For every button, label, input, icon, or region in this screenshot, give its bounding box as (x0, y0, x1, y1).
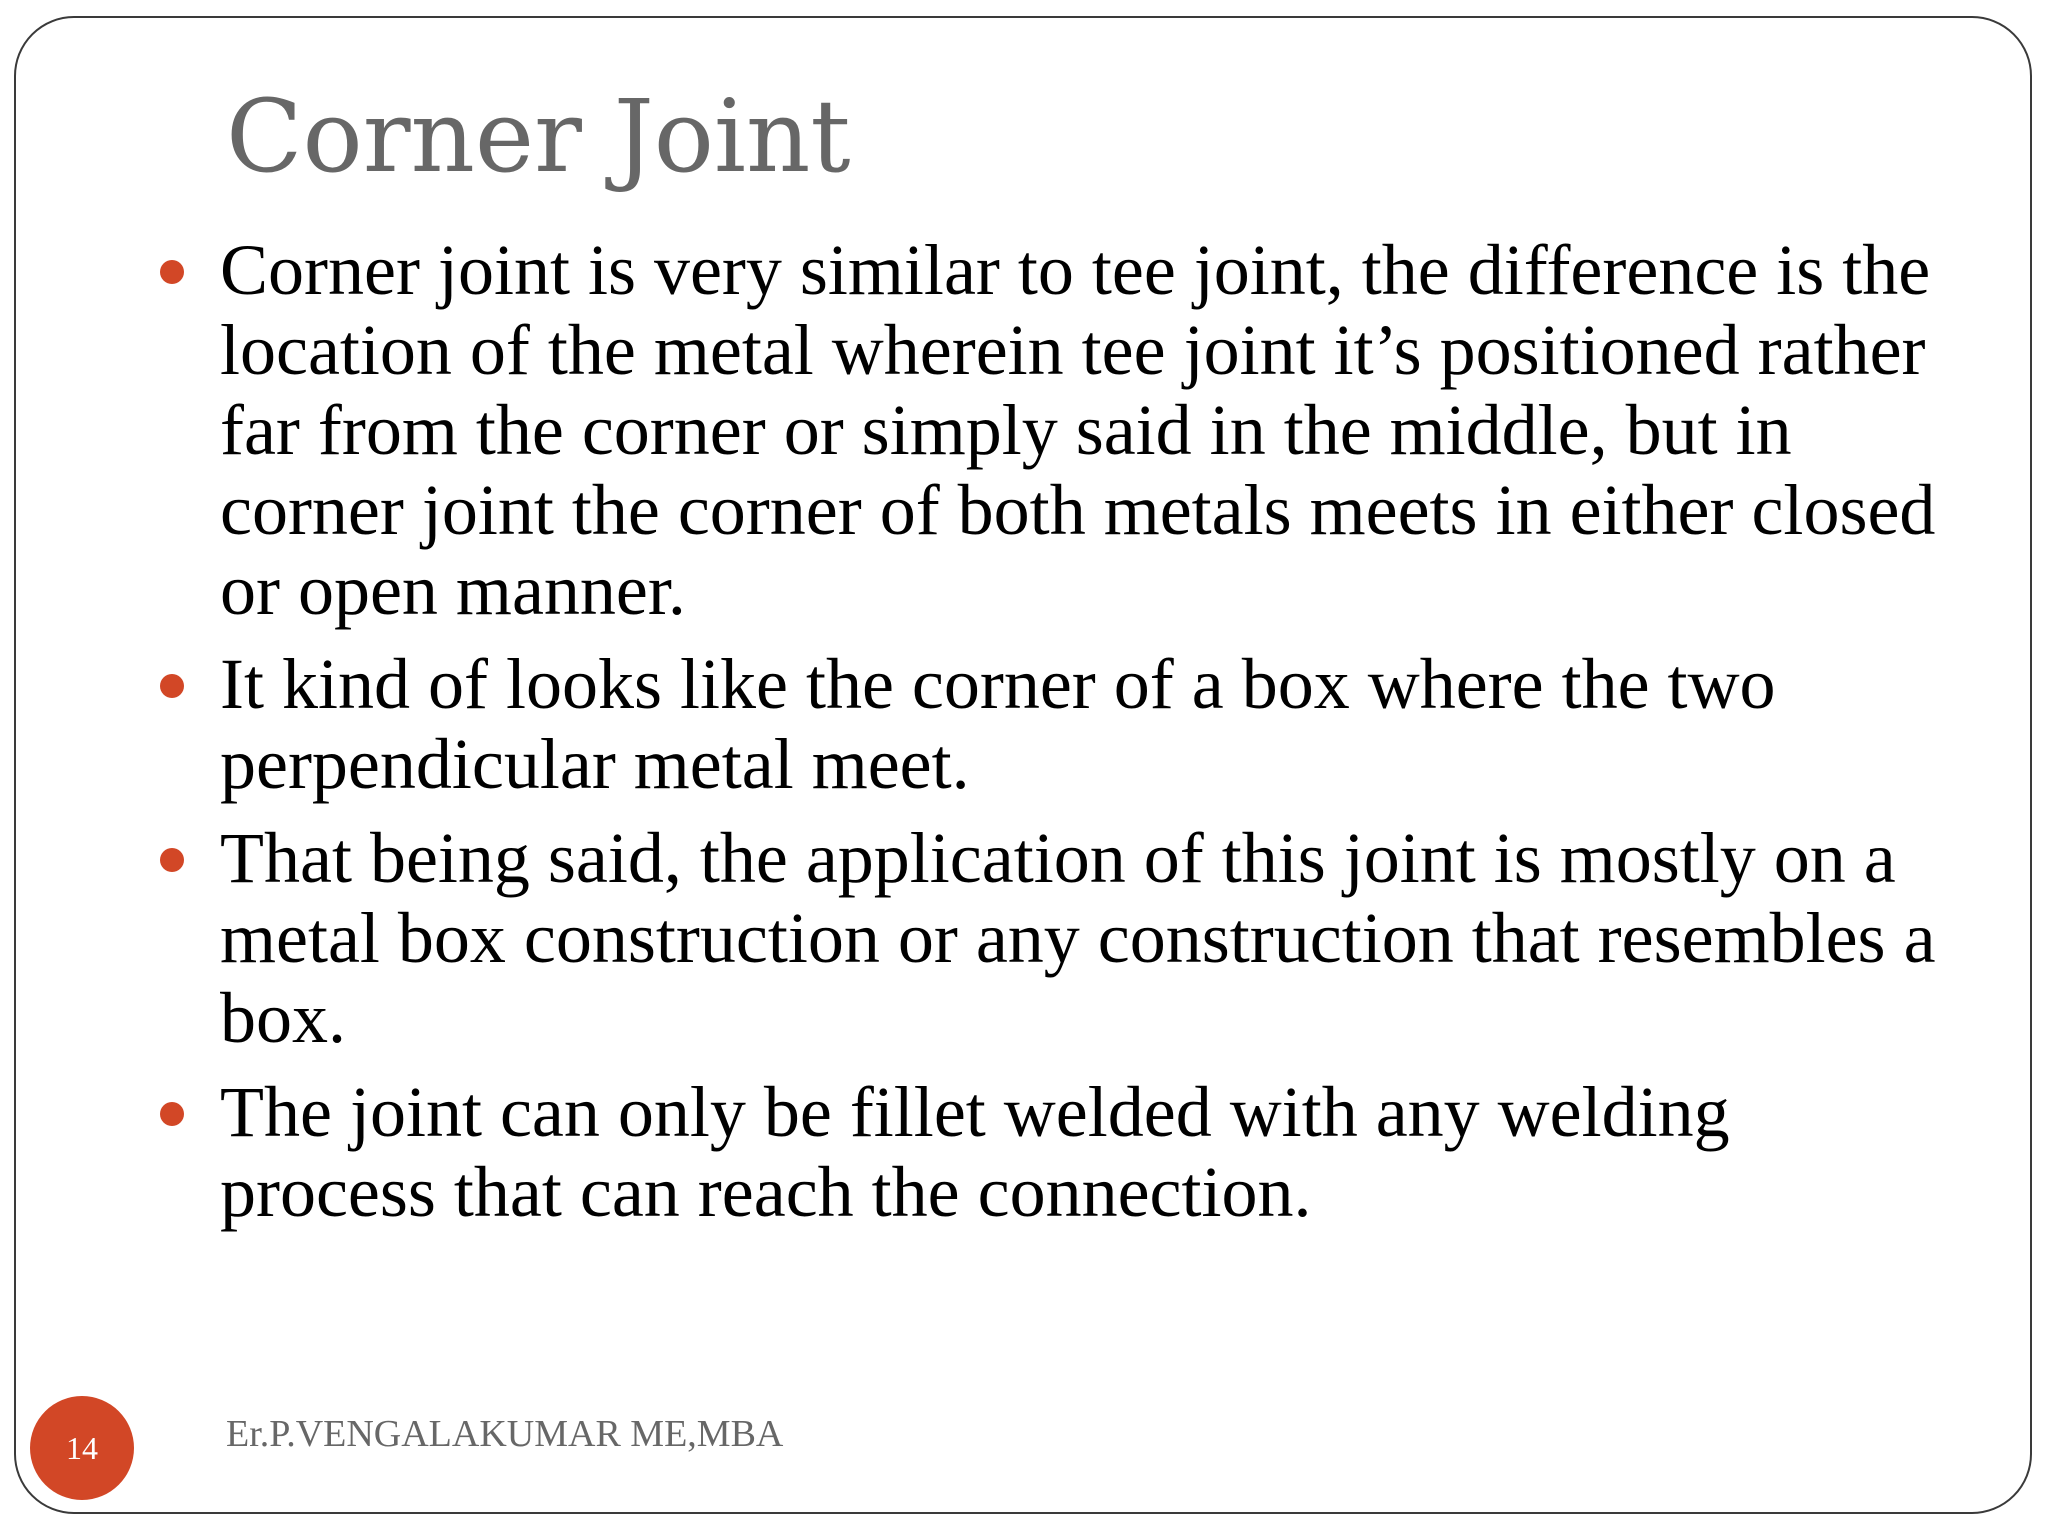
bullet-text: That being said, the application of this joint is mostly on a metal box construction or any construction that resembles a box. (220, 818, 1936, 1058)
bullet-dot-icon (160, 848, 184, 872)
footer-author: Er.P.VENGALAKUMAR ME,MBA (226, 1413, 784, 1455)
slide-title: Corner Joint (226, 78, 851, 195)
bullet-list (158, 230, 1938, 1246)
bullet-text: Corner joint is very similar to tee joint, the difference is the location of the metal wherein tee joint it’s positioned rather far from the corner or simply said in the middle, but in corner joint the corner of both metals meets in either closed or open manner. (220, 230, 1936, 630)
bullet-item (158, 818, 1938, 1058)
bullet-dot-icon (160, 260, 184, 284)
bullet-text: It kind of looks like the corner of a box where the two perpendicular metal meet. (220, 644, 1776, 804)
bullet-item (158, 1072, 1938, 1232)
bullet-item (158, 230, 1938, 630)
bullet-text: The joint can only be fillet welded with any welding process that can reach the connection. (220, 1072, 1730, 1232)
bullet-item (158, 644, 1938, 804)
bullet-dot-icon (160, 1102, 184, 1126)
bullet-dot-icon (160, 674, 184, 698)
slide-number-badge: 14 (30, 1396, 134, 1500)
